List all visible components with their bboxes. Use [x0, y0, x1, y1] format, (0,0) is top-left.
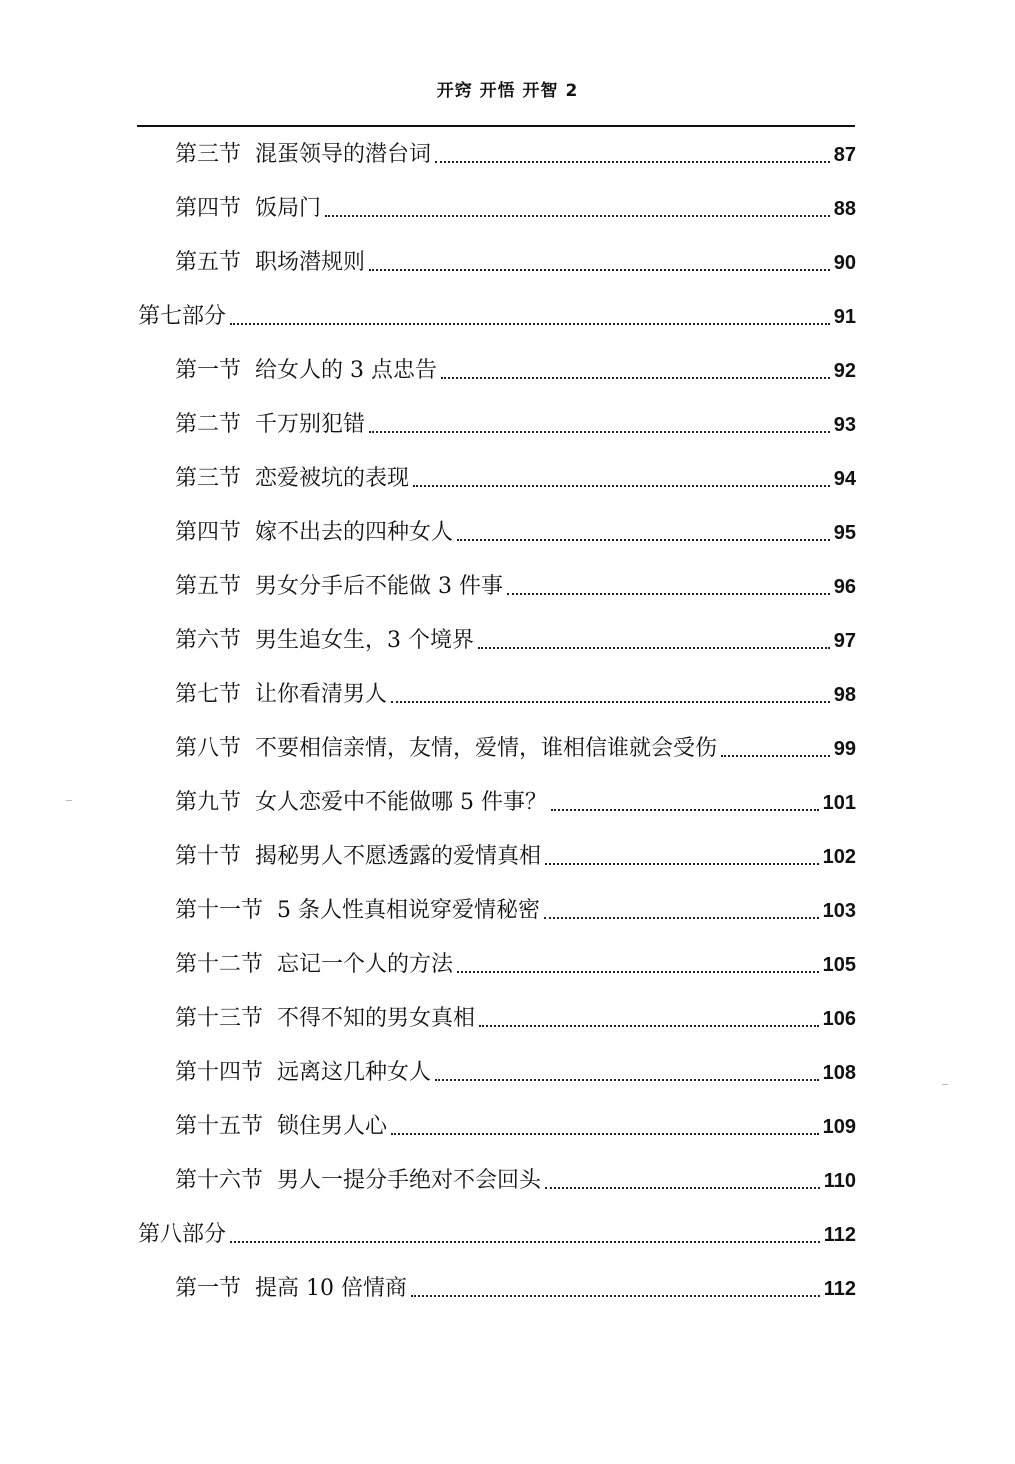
toc-section-number: 第五节 [175, 250, 242, 275]
toc-section-title: 职场潜规则 [255, 250, 366, 275]
toc-section-number: 第六节 [175, 628, 242, 653]
toc-page-number: 109 [822, 1116, 856, 1138]
toc-section-entry[interactable] [175, 732, 856, 766]
toc-section-number: 第七节 [175, 682, 242, 707]
toc-section-number: 第十四节 [175, 1060, 264, 1085]
toc-page-number: 101 [822, 792, 856, 814]
toc-entry-label [175, 1164, 541, 1198]
toc-entry-label [175, 786, 547, 820]
toc-page-number: 87 [833, 144, 856, 166]
toc-page-number: 97 [833, 630, 856, 652]
toc-section-title: 忘记一个人的方法 [277, 952, 454, 977]
toc-page-number: 112 [823, 1224, 856, 1246]
scan-speck [66, 800, 72, 801]
toc-entry-label [175, 624, 474, 658]
toc-entry-label [175, 1056, 431, 1090]
toc-page-number: 105 [822, 954, 856, 976]
toc-entry-label [175, 246, 365, 280]
toc-page-number: 98 [833, 684, 856, 706]
toc-section-number: 第十六节 [175, 1168, 264, 1193]
toc-dot-leader [325, 215, 830, 217]
toc-entry-label [175, 948, 453, 982]
toc-page-number: 88 [833, 198, 856, 220]
toc-dot-leader [479, 1025, 819, 1027]
toc-section-entry[interactable] [175, 192, 856, 226]
toc-section-number: 第十三节 [175, 1006, 264, 1031]
toc-page-number: 95 [833, 522, 856, 544]
toc-entry-label [175, 678, 387, 712]
toc-section-entry[interactable] [175, 1056, 856, 1090]
toc-section-title: 男女分手后不能做 3 件事 [255, 574, 503, 599]
toc-dot-leader [457, 971, 819, 973]
toc-dot-leader [478, 647, 830, 649]
toc-dot-leader [435, 161, 830, 163]
toc-section-title: 揭秘男人不愿透露的爱情真相 [255, 844, 542, 869]
toc-page-number: 108 [822, 1062, 856, 1084]
toc-dot-leader [369, 431, 830, 433]
toc-part-entry[interactable] [138, 1218, 856, 1252]
toc-dot-leader [721, 755, 830, 757]
toc-entry-label [175, 408, 365, 442]
toc-entry-label [175, 1110, 387, 1144]
toc-part-entry[interactable] [138, 300, 856, 334]
toc-page-number: 112 [823, 1278, 856, 1300]
toc-section-number: 第九节 [175, 790, 242, 815]
toc-page-number: 96 [833, 576, 856, 598]
page-header: 开窍 开悟 开智 2 [436, 81, 579, 101]
toc-section-title: 饭局门 [255, 196, 322, 221]
toc-dot-leader [413, 485, 830, 487]
toc-dot-leader [369, 269, 830, 271]
toc-section-entry[interactable] [175, 246, 856, 280]
toc-dot-leader [435, 1079, 819, 1081]
toc-page-number: 93 [833, 414, 856, 436]
toc-dot-leader [441, 377, 830, 379]
toc-entry-label [138, 1218, 226, 1252]
toc-section-number: 第十五节 [175, 1114, 264, 1139]
toc-dot-leader [391, 701, 830, 703]
toc-section-number: 第五节 [175, 574, 242, 599]
toc-section-title: 给女人的 3 点忠告 [255, 358, 437, 383]
toc-section-title: 千万别犯错 [255, 412, 366, 437]
toc-entry-label [175, 354, 437, 388]
toc-section-number: 第一节 [175, 1276, 242, 1301]
toc-section-entry[interactable] [175, 1164, 856, 1198]
toc-section-entry[interactable] [175, 624, 856, 658]
toc-page-number: 110 [823, 1170, 856, 1192]
toc-entry-label [138, 300, 226, 334]
toc-entry-label [175, 192, 321, 226]
toc-section-entry[interactable] [175, 138, 856, 172]
toc-entry-label [175, 138, 431, 172]
toc-entry-label [175, 462, 409, 496]
toc-section-title: 混蛋领导的潜台词 [255, 142, 432, 167]
toc-dot-leader [544, 917, 819, 919]
toc-section-title: 女人恋爱中不能做哪 5 件事？ [255, 790, 547, 815]
toc-entry-label [175, 894, 540, 928]
toc-entry-label [175, 1002, 475, 1036]
toc-dot-leader [230, 323, 830, 325]
toc-dot-leader [411, 1295, 820, 1297]
toc-section-entry[interactable] [175, 840, 856, 874]
toc-section-entry[interactable] [175, 1272, 856, 1306]
toc-section-number: 第一节 [175, 358, 242, 383]
toc-section-entry[interactable] [175, 678, 856, 712]
toc-section-number: 第八节 [175, 736, 242, 761]
header-rule [137, 125, 855, 127]
toc-section-title: 提高 10 倍情商 [255, 1276, 407, 1301]
toc-dot-leader [551, 809, 819, 811]
toc-section-number: 第七部分 [138, 304, 227, 329]
toc-section-entry[interactable] [175, 1110, 856, 1144]
toc-entry-label [175, 516, 453, 550]
toc-section-entry[interactable] [175, 894, 856, 928]
toc-section-title: 男人一提分手绝对不会回头 [277, 1168, 542, 1193]
toc-section-number: 第四节 [175, 196, 242, 221]
toc-section-number: 第二节 [175, 412, 242, 437]
toc-section-title: 不要相信亲情，友情，爱情，谁相信谁就会受伤 [255, 736, 718, 761]
toc-section-number: 第三节 [175, 466, 242, 491]
toc-section-title: 锁住男人心 [277, 1114, 388, 1139]
scan-speck [942, 1084, 948, 1085]
toc-section-title: 恋爱被坑的表现 [255, 466, 410, 491]
toc-section-number: 第十一节 [175, 898, 264, 923]
toc-dot-leader [230, 1241, 820, 1243]
toc-section-number: 第八部分 [138, 1222, 227, 1247]
toc-dot-leader [545, 1187, 820, 1189]
toc-page-number: 94 [833, 468, 856, 490]
toc-section-entry[interactable] [175, 786, 856, 820]
toc-section-entry[interactable] [175, 408, 856, 442]
toc-dot-leader [457, 539, 830, 541]
toc-entry-label [175, 732, 717, 766]
toc-section-number: 第四节 [175, 520, 242, 545]
toc-section-entry[interactable] [175, 1002, 856, 1036]
toc-dot-leader [391, 1133, 819, 1135]
toc-section-entry[interactable] [175, 462, 856, 496]
toc-section-number: 第三节 [175, 142, 242, 167]
toc-dot-leader [545, 863, 819, 865]
toc-entry-label [175, 570, 503, 604]
toc-section-title: 嫁不出去的四种女人 [255, 520, 454, 545]
toc-dot-leader [507, 593, 830, 595]
toc-section-title: 男生追女生，3 个境界 [255, 628, 475, 653]
toc-entry-label [175, 840, 541, 874]
toc-page-number: 103 [822, 900, 856, 922]
toc-section-entry[interactable] [175, 570, 856, 604]
toc-section-title: 不得不知的男女真相 [277, 1006, 476, 1031]
toc-page-number: 106 [822, 1008, 856, 1030]
toc-section-title: 让你看清男人 [255, 682, 388, 707]
toc-page-number: 99 [833, 738, 856, 760]
toc-section-title: 5 条人性真相说穿爱情秘密 [277, 898, 541, 923]
toc-section-entry[interactable] [175, 948, 856, 982]
toc-page-number: 102 [822, 846, 856, 868]
toc-section-entry[interactable] [175, 354, 856, 388]
toc-page-number: 90 [833, 252, 856, 274]
toc-section-title: 远离这几种女人 [277, 1060, 432, 1085]
toc-section-entry[interactable] [175, 516, 856, 550]
toc-section-number: 第十节 [175, 844, 242, 869]
toc-entry-label [175, 1272, 407, 1306]
toc-section-number: 第十二节 [175, 952, 264, 977]
toc-page-number: 91 [833, 306, 856, 328]
toc-page-number: 92 [833, 360, 856, 382]
